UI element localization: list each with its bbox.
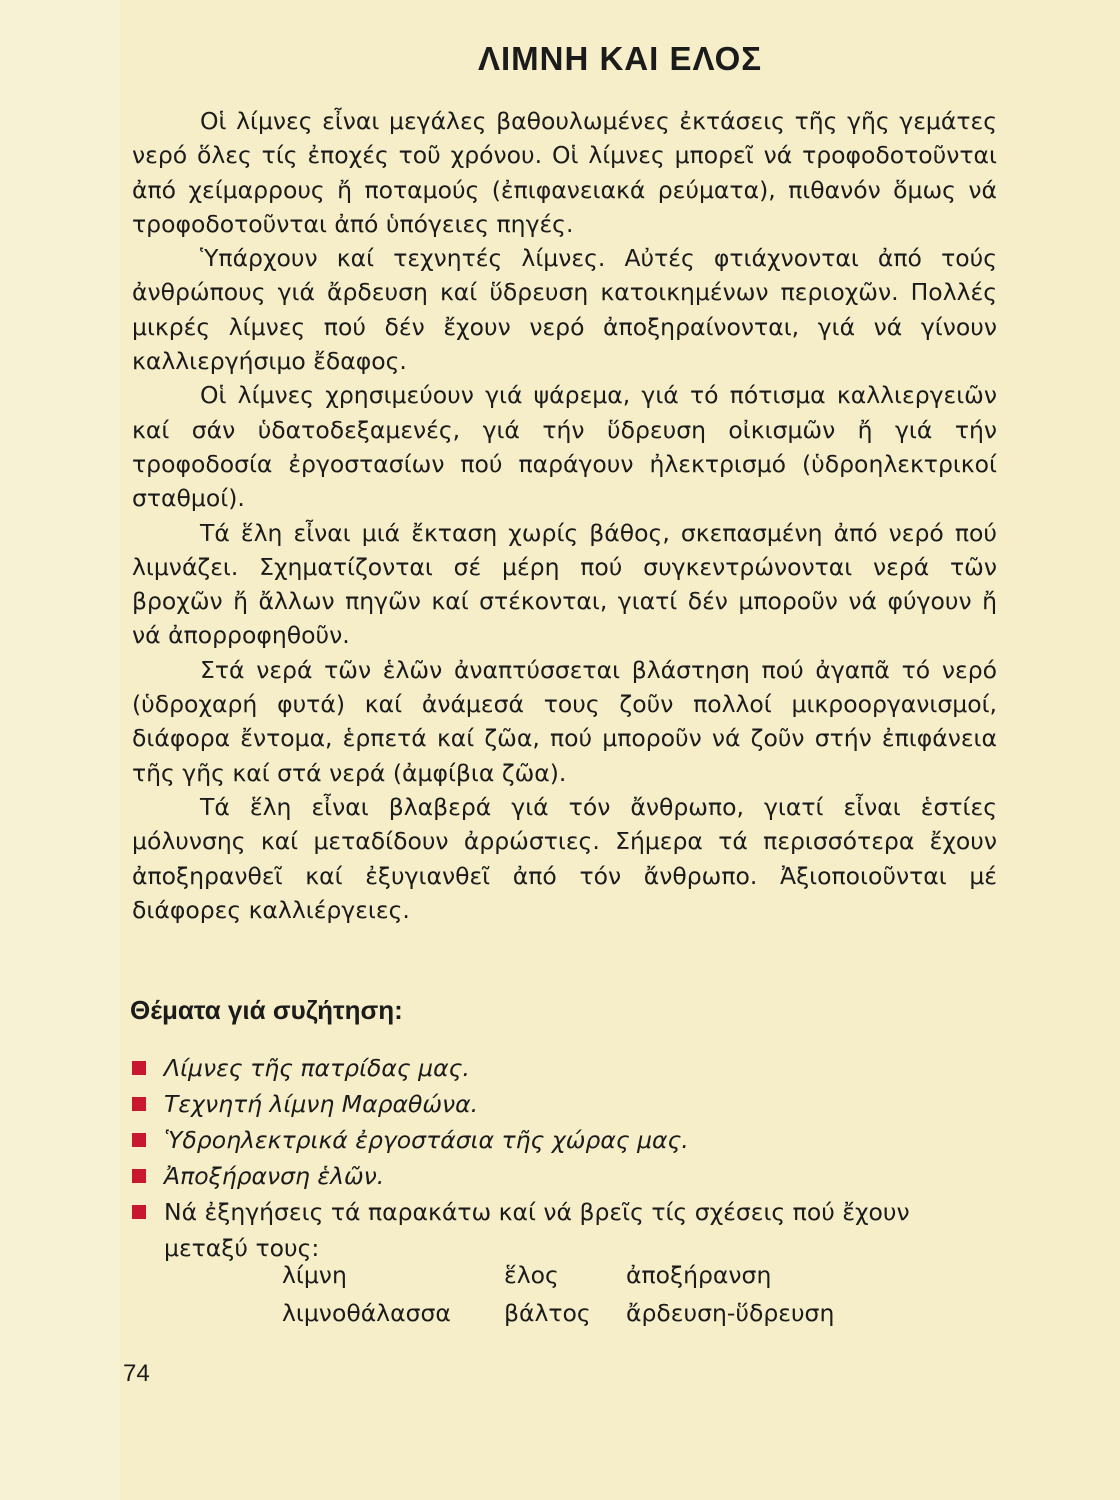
list-item-text: Ὑδροηλεκτρικά ἐργοστάσια τῆς χώρας μας. bbox=[164, 1126, 689, 1154]
discussion-list bbox=[130, 1050, 1000, 1266]
discussion-heading: Θέματα γιά συζήτηση: bbox=[130, 995, 403, 1025]
page-margin-strip bbox=[0, 0, 120, 1500]
term: λιμνοθάλασσα bbox=[282, 1299, 451, 1327]
page-number: 74 bbox=[123, 1360, 150, 1387]
terms-row bbox=[282, 1256, 834, 1294]
term: βάλτος bbox=[504, 1299, 591, 1327]
list-item-text: Ἀποξήρανση ἑλῶν. bbox=[164, 1162, 385, 1190]
list-item bbox=[130, 1050, 1000, 1086]
paragraph: Τά ἕλη εἶναι βλαβερά γιά τόν ἄνθρωπο, γιατί εἶναι ἑστίες μόλυνσης καί μεταδίδουν ἀρρώστιες. Σήμερα τά περισσότερα ἔχουν ἀποξηρανθεῖ καί ἐξυγιανθεῖ ἀπό τόν ἄνθρωπο. Ἀξιοποιοῦνται μέ διάφορες καλλιέργειες. bbox=[132, 792, 997, 924]
list-item-text: Τεχνητή λίμνη Μαραθώνα. bbox=[164, 1090, 479, 1118]
list-item bbox=[130, 1122, 1000, 1158]
square-bullet-icon bbox=[132, 1061, 146, 1075]
list-item-text: Λίμνες τῆς πατρίδας μας. bbox=[164, 1054, 470, 1082]
square-bullet-icon bbox=[132, 1133, 146, 1147]
book-page bbox=[120, 0, 1120, 1500]
paragraph: Οἱ λίμνες χρησιμεύουν γιά ψάρεμα, γιά τό πότισμα καλλιεργειῶν καί σάν ὑδατοδεξαμενές, γιά τήν ὕδρευση οἰκισμῶν ἤ γιά τήν τροφοδοσία ἐργοστασίων πού παράγουν ἠλεκτρισμό (ὑδροηλεκτρικοί σταθμοί). bbox=[132, 381, 997, 513]
paragraph: Ὑπάρχουν καί τεχνητές λίμνες. Αὐτές φτιάχνονται ἀπό τούς ἀνθρώπους γιά ἄρδευση καί ὕδρευση κατοικημένων περιοχῶν. Πολλές μικρές λίμνες πού δέν ἔχουν νερό ἀποξηραίνονται, γιά νά γίνουν καλλιεργήσιμο ἔδαφος. bbox=[132, 244, 997, 376]
square-bullet-icon bbox=[132, 1169, 146, 1183]
body-text bbox=[132, 104, 997, 927]
term: λίμνη bbox=[282, 1261, 347, 1289]
term: ἕλος bbox=[504, 1261, 559, 1289]
list-item-text: Νά ἐξηγήσεις τά παρακάτω καί νά βρεῖς τίς σχέσεις πού ἔχουν μεταξύ τους: bbox=[164, 1198, 910, 1262]
list-item bbox=[130, 1158, 1000, 1194]
paragraph: Στά νερά τῶν ἑλῶν ἀναπτύσσεται βλάστηση πού ἀγαπᾶ τό νερό (ὑδροχαρή φυτά) καί ἀνάμεσά τους ζοῦν πολλοί μικροοργανισμοί, διάφορα ἔντομα, ἑρπετά καί ζῶα, πού μποροῦν νά ζοῦν στήν ἐπιφάνεια τῆς γῆς καί στά νερά (ἀμφίβια ζῶα). bbox=[132, 655, 997, 787]
terms-row bbox=[282, 1294, 834, 1332]
term: ἀποξήρανση bbox=[626, 1261, 772, 1289]
term: ἄρδευση-ὕδρευση bbox=[626, 1299, 835, 1327]
page-title: ΛΙΜΝΗ ΚΑΙ ΕΛΟΣ bbox=[477, 40, 763, 77]
paragraph: Τά ἕλη εἶναι μιά ἔκταση χωρίς βάθος, σκεπασμένη ἀπό νερό πού λιμνάζει. Σχηματίζονται σέ μέρη πού συγκεντρώνονται νερά τῶν βροχῶν ἤ ἄλλων πηγῶν καί στέκονται, γιατί δέν μποροῦν νά φύγουν ἤ νά ἀπορροφηθοῦν. bbox=[132, 518, 997, 650]
terms-table bbox=[282, 1256, 834, 1332]
paragraph: Οἱ λίμνες εἶναι μεγάλες βαθουλωμένες ἐκτάσεις τῆς γῆς γεμάτες νερό ὅλες τίς ἐποχές τοῦ χρόνου. Οἱ λίμνες μπορεῖ νά τροφοδοτοῦνται ἀπό χείμαρρους ἤ ποταμούς (ἐπιφανειακά ρεύματα), πιθανόν ὅμως νά τροφοδοτοῦνται ἀπό ὑπόγειες πηγές. bbox=[132, 107, 997, 238]
square-bullet-icon bbox=[132, 1097, 146, 1111]
square-bullet-icon bbox=[132, 1205, 146, 1219]
list-item bbox=[130, 1086, 1000, 1122]
